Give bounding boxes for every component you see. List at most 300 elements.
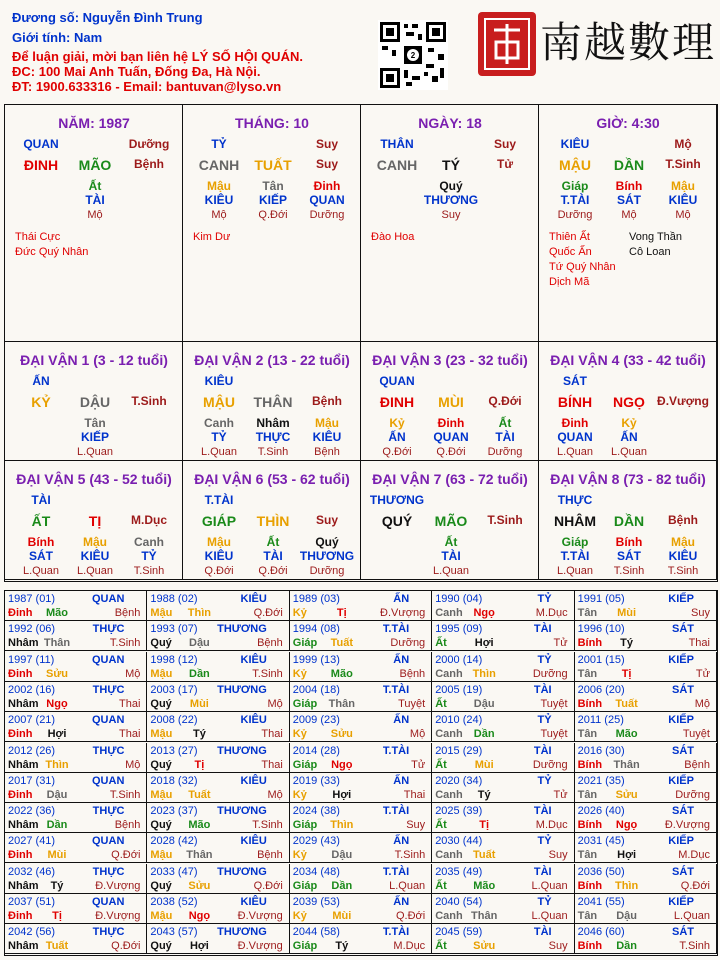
year-stem: Giáp — [292, 879, 318, 892]
year-branch: Dần — [331, 879, 353, 892]
year-cell[interactable] — [5, 743, 147, 773]
year-branch: Thìn — [330, 819, 354, 832]
year-star: KIẾP — [668, 774, 694, 787]
year-stem: Canh — [435, 788, 463, 801]
dai-van-5[interactable] — [5, 461, 183, 580]
dai-van-2[interactable] — [183, 342, 361, 461]
year-branch: Hợi — [617, 849, 637, 862]
year-cell[interactable] — [147, 652, 289, 682]
year-star: ẤN — [393, 896, 410, 908]
year-stem: Bính — [577, 697, 603, 710]
year-stage: Tử — [553, 788, 568, 801]
year-stage: Thai — [261, 728, 283, 741]
year-star: ẤN — [393, 593, 410, 605]
year-star: T.TÀI — [382, 926, 410, 939]
year-cell[interactable] — [290, 621, 432, 651]
year-stage: Bệnh — [257, 849, 283, 862]
year-stem: Tân — [577, 667, 598, 680]
contact-line: Để luận giải, mời bạn liên hệ LÝ SỐ HỘI QUÁN. — [12, 49, 303, 64]
dai-van-star: ẤN — [32, 374, 50, 388]
year-stem: Đinh — [8, 607, 33, 619]
hidden-stage: T.Sinh — [613, 565, 645, 577]
pillar-branch: TUẤT — [254, 157, 292, 173]
pillar-2 — [183, 105, 361, 342]
hidden-stem: Tân — [84, 416, 106, 430]
hidden-stem: Tân — [262, 179, 284, 193]
year-stem: Mậu — [150, 728, 173, 741]
year-stage: Đ.Vượng — [95, 879, 141, 892]
year-cell[interactable] — [432, 894, 574, 924]
year-label: 2025 (39) — [435, 805, 483, 818]
year-label: 2000 (14) — [435, 653, 483, 666]
year-stem: Giáp — [292, 819, 318, 832]
year-star: SÁT — [671, 623, 694, 636]
shensha-star: Vong Thần — [629, 231, 683, 243]
year-stem: Canh — [435, 607, 463, 619]
dai-van-3[interactable] — [361, 342, 539, 461]
year-label: 2019 (33) — [292, 774, 340, 787]
hidden-stem: Giáp — [561, 535, 589, 549]
year-cell[interactable] — [575, 894, 717, 924]
year-cell[interactable] — [5, 894, 147, 924]
year-branch: Ngọ — [615, 819, 638, 832]
dai-van-6[interactable] — [183, 461, 361, 580]
year-star: QUAN — [92, 774, 125, 787]
hidden-star: KIÊU — [312, 430, 342, 444]
year-star: KIẾP — [668, 714, 694, 727]
year-cell[interactable] — [432, 621, 574, 651]
year-stage: Thai — [118, 697, 141, 710]
year-cell[interactable] — [147, 773, 289, 803]
year-cell[interactable] — [575, 712, 717, 742]
hidden-star: TỶ — [211, 430, 227, 444]
hidden-star: TÀI — [495, 430, 515, 444]
year-cell[interactable] — [147, 864, 289, 894]
year-star: T.TÀI — [382, 805, 410, 818]
year-branch: Tuất — [472, 849, 496, 862]
year-star: TỶ — [537, 653, 552, 666]
year-star: THƯƠNG — [217, 683, 267, 696]
year-branch: Mão — [188, 819, 211, 832]
dai-van-stem: MẬU — [203, 394, 235, 410]
year-label: 1995 (09) — [435, 623, 483, 636]
year-stage: Q.Đới — [253, 879, 283, 892]
year-stage: M.Dục — [393, 940, 426, 953]
year-cell[interactable] — [432, 833, 574, 863]
year-branch: Tý — [50, 879, 64, 892]
hidden-stage: L.Quan — [556, 565, 594, 577]
shensha-star: Đức Quý Nhân — [15, 246, 89, 258]
year-cell[interactable] — [5, 712, 147, 742]
dai-van-branch: DẦN — [613, 513, 645, 529]
year-stem: Quý — [150, 758, 172, 771]
year-stem: Tân — [577, 910, 598, 922]
year-branch: Mão — [473, 879, 496, 892]
year-label: 2011 (25) — [577, 714, 624, 727]
year-stem: Đinh — [8, 667, 33, 680]
dai-van-stage: Suy — [315, 513, 339, 527]
hidden-stage: Q.Đới — [258, 565, 288, 577]
hidden-stem: Kỷ — [621, 416, 637, 430]
year-stage: Q.Đới — [680, 879, 710, 892]
year-stem: Canh — [435, 667, 463, 680]
dai-van-4[interactable] — [539, 342, 717, 461]
year-label: 2017 (31) — [8, 774, 56, 787]
hidden-stem: Mậu — [671, 535, 695, 549]
hidden-stem: Ất — [444, 535, 458, 549]
hidden-stem: Bính — [615, 535, 643, 549]
year-branch: Thìn — [187, 607, 211, 619]
year-label: 1988 (02) — [150, 593, 198, 605]
year-cell[interactable] — [290, 712, 432, 742]
hidden-stem: Canh — [134, 535, 164, 549]
hidden-stem: Canh — [204, 416, 234, 430]
hidden-stage: Bệnh — [314, 446, 340, 458]
dai-van-stem: ẤT — [31, 513, 51, 529]
year-star: TỶ — [537, 593, 552, 605]
year-branch: Tị — [621, 667, 632, 680]
year-stage: M.Dục — [535, 607, 568, 619]
hidden-star: TÀI — [263, 549, 283, 563]
year-cell[interactable] — [432, 773, 574, 803]
year-cell[interactable] — [147, 894, 289, 924]
year-label: 2002 (16) — [8, 683, 56, 696]
year-cell[interactable] — [290, 894, 432, 924]
year-stage: Q.Đới — [111, 940, 141, 953]
year-cell[interactable] — [147, 591, 289, 621]
year-branch: Tị — [52, 910, 62, 922]
year-label: 2006 (20) — [577, 683, 625, 696]
year-cell[interactable] — [290, 924, 432, 954]
pillar-star: TỶ — [211, 137, 227, 151]
dai-van-stem: QUÝ — [381, 513, 413, 529]
hidden-stem: Mậu — [315, 416, 339, 430]
hidden-stage: L.Quan — [432, 565, 470, 577]
dai-van-8[interactable] — [539, 461, 717, 580]
year-stage: Suy — [548, 849, 568, 862]
year-cell[interactable] — [432, 924, 574, 954]
hidden-star: KIÊU — [80, 549, 110, 563]
year-star: KIẾP — [668, 593, 694, 605]
year-branch: Sửu — [615, 788, 638, 801]
hidden-stem: Ất — [498, 416, 512, 430]
year-star: SÁT — [671, 926, 694, 939]
hidden-stage: L.Quan — [200, 446, 238, 458]
dai-van-branch: THÌN — [256, 513, 290, 529]
year-star: ẤN — [393, 714, 410, 727]
year-cell[interactable] — [290, 682, 432, 712]
hidden-star: KIÊU — [668, 549, 698, 563]
year-cell[interactable] — [290, 743, 432, 773]
year-star: TÀI — [533, 805, 552, 818]
year-stage: Tuyệt — [540, 728, 568, 741]
year-stage: Bệnh — [114, 607, 141, 619]
year-stage: Đ.Vượng — [380, 607, 426, 619]
year-cell[interactable] — [575, 652, 717, 682]
hidden-stem: Đinh — [437, 416, 465, 430]
dai-van-branch: TỊ — [88, 513, 102, 529]
year-cell[interactable] — [575, 803, 717, 833]
year-label: 2040 (54) — [435, 896, 483, 908]
year-stage: L.Quan — [531, 910, 568, 922]
year-stem: Kỷ — [292, 849, 307, 862]
year-star: TÀI — [533, 926, 552, 939]
year-star: KIÊU — [240, 835, 267, 848]
year-cell[interactable] — [290, 833, 432, 863]
year-stem: Canh — [435, 728, 463, 741]
year-stem: Giáp — [292, 697, 318, 710]
year-cell[interactable] — [575, 591, 717, 621]
dai-van-title: ĐẠI VẬN 3 (23 - 32 tuổi) — [372, 352, 528, 368]
year-cell[interactable] — [290, 803, 432, 833]
pillar-title: NĂM: 1987 — [58, 115, 130, 131]
year-cell[interactable] — [432, 591, 574, 621]
dai-van-stem: GIÁP — [201, 513, 237, 529]
year-stage: Mộ — [409, 728, 426, 741]
hidden-stage: Mộ — [621, 209, 637, 221]
hidden-star: KIẾP — [258, 193, 288, 207]
year-stem: Ất — [435, 940, 447, 953]
dai-van-7[interactable] — [361, 461, 539, 580]
year-label: 2010 (24) — [435, 714, 483, 727]
hidden-star: KIÊU — [204, 193, 234, 207]
dai-van-title: ĐẠI VẬN 7 (63 - 72 tuổi) — [372, 471, 528, 487]
header — [0, 0, 720, 100]
hidden-stage: L.Quan — [76, 446, 114, 458]
hidden-stem: Mậu — [207, 179, 231, 193]
year-cell[interactable] — [432, 803, 574, 833]
year-star: TÀI — [533, 865, 552, 878]
pillar-star: KIÊU — [560, 137, 590, 151]
pillar-1 — [5, 105, 183, 342]
dai-van-branch: MÙI — [438, 394, 464, 410]
year-branch: Tý — [192, 728, 206, 741]
year-label: 1993 (07) — [150, 623, 198, 636]
hidden-stage: Dưỡng — [309, 209, 345, 221]
year-branch: Hợi — [474, 637, 494, 650]
year-cell[interactable] — [147, 712, 289, 742]
year-stage: T.Sinh — [109, 637, 141, 650]
year-label: 2020 (34) — [435, 774, 483, 787]
year-label: 2022 (36) — [8, 805, 56, 818]
year-cell[interactable] — [290, 773, 432, 803]
year-cell[interactable] — [147, 743, 289, 773]
year-stage: Mộ — [267, 697, 283, 710]
year-label: 2003 (17) — [150, 683, 198, 696]
year-label: 1998 (12) — [150, 653, 198, 666]
year-star: T.TÀI — [382, 865, 410, 878]
svg-text:2: 2 — [410, 51, 416, 60]
year-cell[interactable] — [432, 712, 574, 742]
year-stem: Ất — [435, 697, 447, 710]
year-stem: Ất — [435, 819, 447, 832]
year-stage: T.Sinh — [394, 849, 426, 862]
year-cell[interactable] — [432, 652, 574, 682]
year-cell[interactable] — [5, 773, 147, 803]
year-label: 2023 (37) — [150, 805, 198, 818]
hidden-stage: Mộ — [211, 209, 227, 221]
year-cell[interactable] — [5, 682, 147, 712]
year-cell[interactable] — [432, 864, 574, 894]
year-branch: Mão — [615, 728, 638, 741]
year-cell[interactable] — [5, 924, 147, 954]
year-stage: Tuyệt — [398, 697, 426, 710]
year-stage: T.Sinh — [252, 819, 283, 832]
year-star: TÀI — [533, 623, 552, 636]
dai-van-stem: KỶ — [31, 394, 51, 410]
shensha-star: Thiên Ất — [549, 231, 590, 243]
pillar-stem: MẬU — [559, 157, 591, 173]
year-stage: Mộ — [694, 697, 710, 710]
year-star: SÁT — [671, 744, 694, 757]
year-cell[interactable] — [290, 591, 432, 621]
year-cell[interactable] — [147, 833, 289, 863]
hidden-stem: Kỷ — [389, 416, 405, 430]
gender: Giới tính: Nam — [12, 30, 103, 45]
dai-van-star: KIÊU — [204, 374, 234, 388]
year-cell[interactable] — [290, 864, 432, 894]
dai-van-1[interactable] — [5, 342, 183, 461]
year-stage: Thai — [688, 637, 710, 650]
year-label: 1994 (08) — [292, 623, 340, 636]
year-stem: Quý — [150, 879, 172, 892]
pillar-stem: CANH — [376, 157, 418, 173]
year-star: THỰC — [92, 926, 125, 939]
year-stage: Bệnh — [114, 819, 141, 832]
year-branch: Dậu — [189, 637, 210, 650]
year-cell[interactable] — [147, 803, 289, 833]
year-stage: Tử — [411, 758, 426, 771]
hidden-star: TÀI — [85, 193, 105, 207]
pillar-stem: CANH — [198, 157, 240, 173]
year-branch: Ngọ — [331, 758, 353, 771]
hidden-stem: Mậu — [207, 535, 231, 549]
shensha-star: Kim Dư — [193, 231, 231, 243]
year-cell[interactable] — [290, 652, 432, 682]
hidden-stage: Dưỡng — [557, 209, 593, 221]
year-stage: Dưỡng — [532, 758, 568, 771]
hidden-star: THƯƠNG — [423, 193, 479, 207]
hidden-stem: Giáp — [561, 179, 589, 193]
year-star: TÀI — [533, 683, 552, 696]
year-label: 2032 (46) — [8, 865, 56, 878]
year-star: ẤN — [393, 774, 410, 787]
year-stage: Tử — [695, 667, 710, 680]
year-label: 2046 (60) — [577, 926, 625, 939]
year-stem: Tân — [577, 788, 598, 801]
hidden-star: THỰC — [255, 430, 291, 444]
year-label: 2043 (57) — [150, 926, 198, 939]
year-stage: Bệnh — [684, 758, 710, 771]
year-stem: Canh — [435, 849, 463, 862]
year-stage: Đ.Vượng — [664, 819, 710, 832]
year-branch: Tị — [336, 607, 347, 619]
year-star: SÁT — [671, 805, 694, 818]
year-branch: Tuất — [188, 788, 211, 801]
year-cell[interactable] — [5, 652, 147, 682]
year-cell[interactable] — [5, 591, 147, 621]
person-name: Đương số: Nguyễn Đình Trung — [12, 10, 203, 25]
year-branch: Ngọ — [188, 910, 211, 922]
hidden-stem: Nhâm — [256, 416, 290, 430]
year-cell[interactable] — [575, 743, 717, 773]
hidden-stem: Bính — [615, 179, 643, 193]
year-cell[interactable] — [575, 773, 717, 803]
year-stem: Đinh — [8, 910, 33, 922]
year-branch: Tuất — [45, 940, 69, 953]
year-cell[interactable] — [575, 682, 717, 712]
year-star: T.TÀI — [382, 744, 410, 757]
pillar-stage2: Tử — [496, 157, 514, 171]
dai-van-stage: T.Sinh — [487, 513, 523, 527]
qr-code-icon[interactable] — [378, 20, 448, 90]
pillar-stage: Suy — [493, 137, 517, 151]
year-stage: Tuyệt — [682, 728, 710, 741]
year-branch: Hợi — [332, 788, 352, 801]
hidden-stem: Ất — [88, 179, 102, 193]
dai-van-star: TÀI — [31, 493, 51, 507]
year-stem: Nhâm — [8, 758, 39, 771]
hidden-stage: L.Quan — [556, 446, 594, 458]
year-cell[interactable] — [5, 621, 147, 651]
year-cell[interactable] — [575, 621, 717, 651]
hidden-stage: Dưỡng — [487, 446, 523, 458]
dai-van-star: QUAN — [379, 374, 415, 388]
year-branch: Dần — [189, 667, 210, 680]
chart-grid — [4, 104, 718, 582]
year-cell[interactable] — [147, 924, 289, 954]
hidden-stage: Q.Đới — [204, 565, 234, 577]
year-stem: Giáp — [292, 758, 318, 771]
year-label: 2035 (49) — [435, 865, 483, 878]
hidden-star: ẤN — [388, 430, 406, 444]
dai-van-branch: NGỌ — [613, 394, 645, 410]
year-cell[interactable] — [432, 682, 574, 712]
year-cell[interactable] — [432, 743, 574, 773]
year-branch: Sửu — [45, 667, 69, 680]
year-star: THƯƠNG — [217, 926, 267, 939]
year-branch: Thìn — [45, 758, 69, 771]
hidden-stem: Mậu — [83, 535, 107, 549]
hidden-stem: Bính — [27, 535, 55, 549]
year-cell[interactable] — [5, 803, 147, 833]
year-cell[interactable] — [5, 833, 147, 863]
year-stage: T.Sinh — [252, 667, 283, 680]
year-stage: Thai — [403, 788, 426, 801]
year-branch: Thân — [186, 849, 213, 862]
year-cell[interactable] — [575, 864, 717, 894]
phone-email[interactable]: ĐT: 1900.633316 - Email: bantuvan@lyso.vn — [12, 79, 282, 94]
year-cell[interactable] — [5, 864, 147, 894]
year-cell[interactable] — [575, 924, 717, 954]
hidden-stem: Quý — [315, 535, 339, 549]
year-star: THỰC — [92, 683, 125, 696]
year-cell[interactable] — [147, 621, 289, 651]
hidden-star: KIẾP — [80, 430, 110, 444]
year-stem: Ất — [435, 879, 447, 892]
year-cell[interactable] — [147, 682, 289, 712]
year-stage: Q.Đới — [253, 607, 283, 619]
year-cell[interactable] — [575, 833, 717, 863]
year-star: KIẾP — [668, 653, 694, 666]
year-star: QUAN — [92, 653, 125, 666]
year-stage: T.Sinh — [679, 940, 710, 953]
dai-van-star: THỰC — [557, 493, 593, 507]
year-label: 2026 (40) — [577, 805, 625, 818]
hidden-stem: Đinh — [313, 179, 341, 193]
year-label: 1999 (13) — [292, 653, 340, 666]
pillar-stage2: Suy — [315, 157, 339, 171]
